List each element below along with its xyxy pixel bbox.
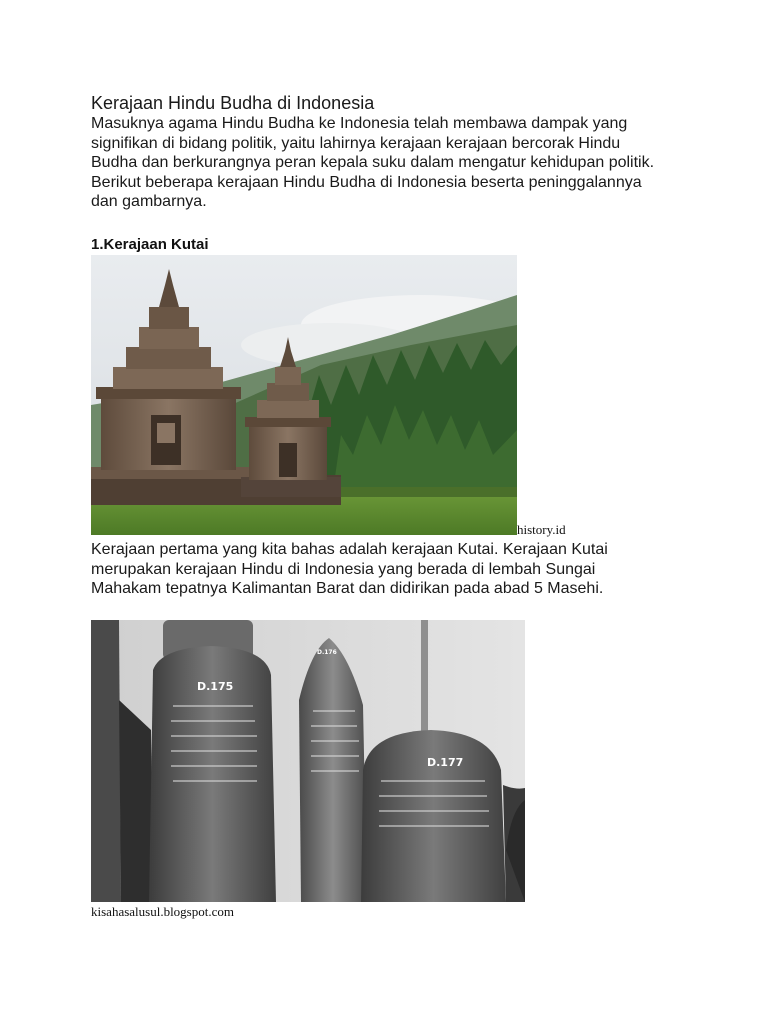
stone-label-d175: D.175: [197, 680, 234, 693]
intro-line: Masuknya agama Hindu Budha ke Indonesia telah membawa dampak yang: [91, 115, 628, 132]
intro-line: dan gambarnya.: [91, 193, 207, 210]
stone-label-d176: D.176: [317, 649, 337, 656]
intro-line: Budha dan berkurangnya peran kepala suku dalam mengatur kehidupan politik.: [91, 154, 655, 171]
kutai-line: Mahakam tepatnya Kalimantan Barat dan didirikan pada abad 5 Masehi.: [91, 580, 604, 597]
temple-photo: [91, 255, 517, 535]
kutai-line: merupakan kerajaan Hindu di Indonesia yang berada di lembah Sungai: [91, 560, 596, 578]
kutai-line: Kerajaan pertama yang kita bahas adalah kerajaan Kutai. Kerajaan Kutai: [91, 541, 608, 558]
intro-line: Berikut beberapa kerajaan Hindu Budha di Indonesia beserta peninggalannya: [91, 173, 642, 191]
kutai-paragraph: [91, 540, 691, 599]
intro-line: signifikan di bidang politik, yaitu lahirnya kerajaan kerajaan bercorak Hindu: [91, 134, 621, 152]
photo2-caption: kisahasalusul.blogspot.com: [91, 904, 234, 919]
intro-paragraph: [91, 114, 691, 212]
temple-photo-illustration: [91, 255, 517, 535]
stone-label-d177: D.177: [427, 756, 464, 769]
yupa-stones-photo: [91, 620, 525, 902]
document-title: Kerajaan Hindu Budha di Indonesia: [91, 93, 375, 113]
photo1-caption: history.id: [517, 522, 566, 537]
yupa-stones-illustration: [91, 620, 525, 902]
section-heading-kutai: 1.Kerajaan Kutai: [91, 236, 209, 253]
